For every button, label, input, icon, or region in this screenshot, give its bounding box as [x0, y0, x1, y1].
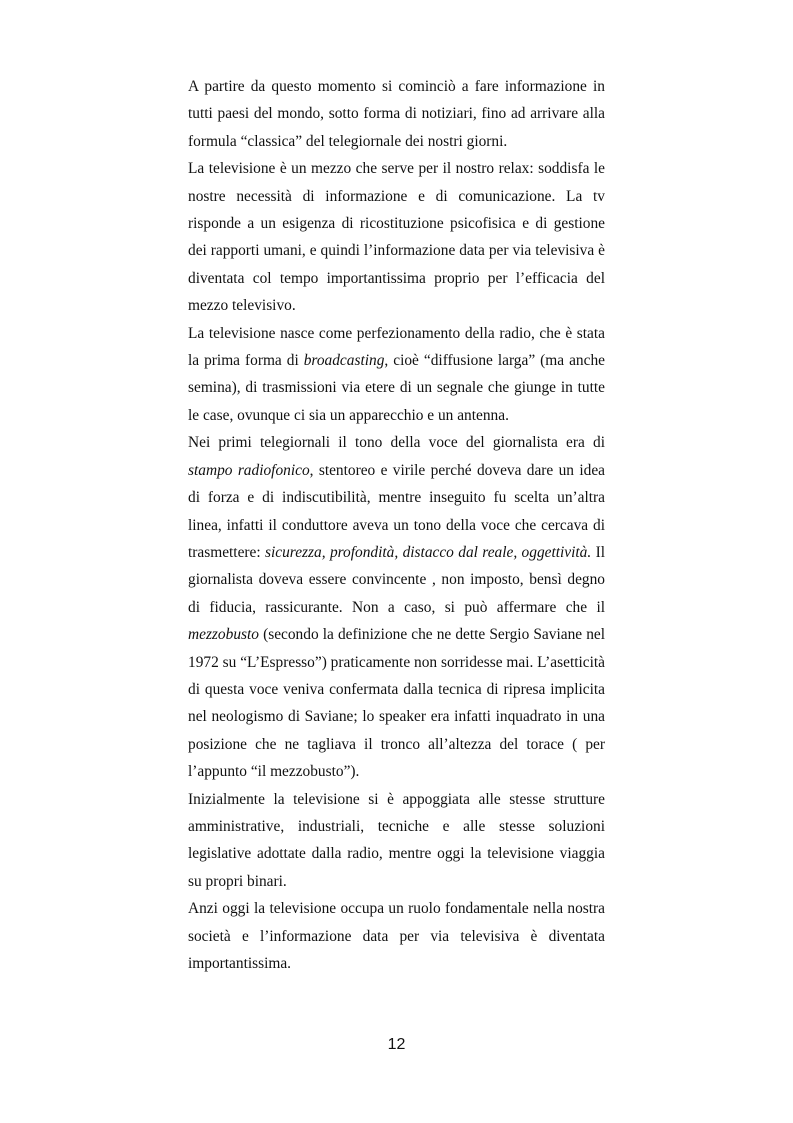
paragraph — [188, 786, 605, 896]
paragraph-text: , cioè “diffusione larga” (ma anche semina), di trasmissioni via etere di un segnale che giunge in tutte le case, ovunque ci sia un apparecchio e un antenna. — [188, 352, 605, 424]
document-body — [188, 73, 605, 977]
paragraph — [188, 320, 605, 430]
paragraph-text: Il giornalista doveva essere convincente , non imposto, bensì degno di fiducia, rassicurante. Non a caso, si può affermare che il — [188, 543, 606, 616]
italic-term: stampo radiofonico — [188, 461, 310, 479]
page-number: 12 — [387, 1036, 406, 1053]
paragraph-text: A partire da questo momento si cominciò a fare informazione in tutti paesi del mondo, sotto forma di notiziari, fino ad arrivare alla formula “classica” del telegiornale dei nostri giorni. — [188, 78, 605, 150]
paragraph — [188, 73, 605, 155]
paragraph-text: La televisione nasce come perfezionamento della radio, che è stata la prima forma di — [188, 324, 605, 370]
italic-term: sicurezza, profondità, distacco dal reale, oggettività. — [265, 543, 592, 561]
paragraph-text: (secondo la definizione che ne dette Sergio Saviane nel 1972 su “L’Espresso”) praticamente non sorridesse mai. L’asetticità di questa voce veniva confermata dalla tecnica di ripresa implicita nel neologismo di Saviane; lo speaker era infatti inquadrato in una posizione che ne tagliava il tronco all’altezza del torace ( per l’appunto “il mezzobusto”). — [188, 626, 605, 781]
paragraph — [188, 155, 605, 319]
paragraph-text: Anzi oggi la televisione occupa un ruolo fondamentale nella nostra società e l’informazione data per via televisiva è diventata importantissima. — [188, 900, 605, 972]
paragraph — [188, 429, 605, 785]
italic-term: mezzobusto — [188, 626, 259, 644]
paragraph-text: La televisione è un mezzo che serve per il nostro relax: soddisfa le nostre necessità di informazione e di comunicazione. La tv risponde a un esigenza di ricostituzione psicofisica e di gestione dei rapporti umani, e quindi l’informazione data per via televisiva è diventata col tempo importantissima proprio per l’efficacia del mezzo televisivo. — [188, 160, 605, 315]
paragraph-text: Inizialmente la televisione si è appoggiata alle stesse strutture amministrative, industriali, tecniche e alle stesse soluzioni legislative adottate dalla radio, mentre oggi la televisione viaggia su propri binari. — [188, 790, 605, 890]
paragraph-text: Nei primi telegiornali il tono della voce del giornalista era di — [188, 434, 605, 452]
italic-term: broadcasting — [303, 352, 385, 370]
paragraph-text: , stentoreo e virile perché doveva dare un idea di forza e di indiscutibilità, mentre inseguito fu scelta un’altra linea, infatti il conduttore aveva un tono della voce che cercava di trasmettere: — [188, 461, 605, 561]
paragraph — [188, 895, 605, 977]
